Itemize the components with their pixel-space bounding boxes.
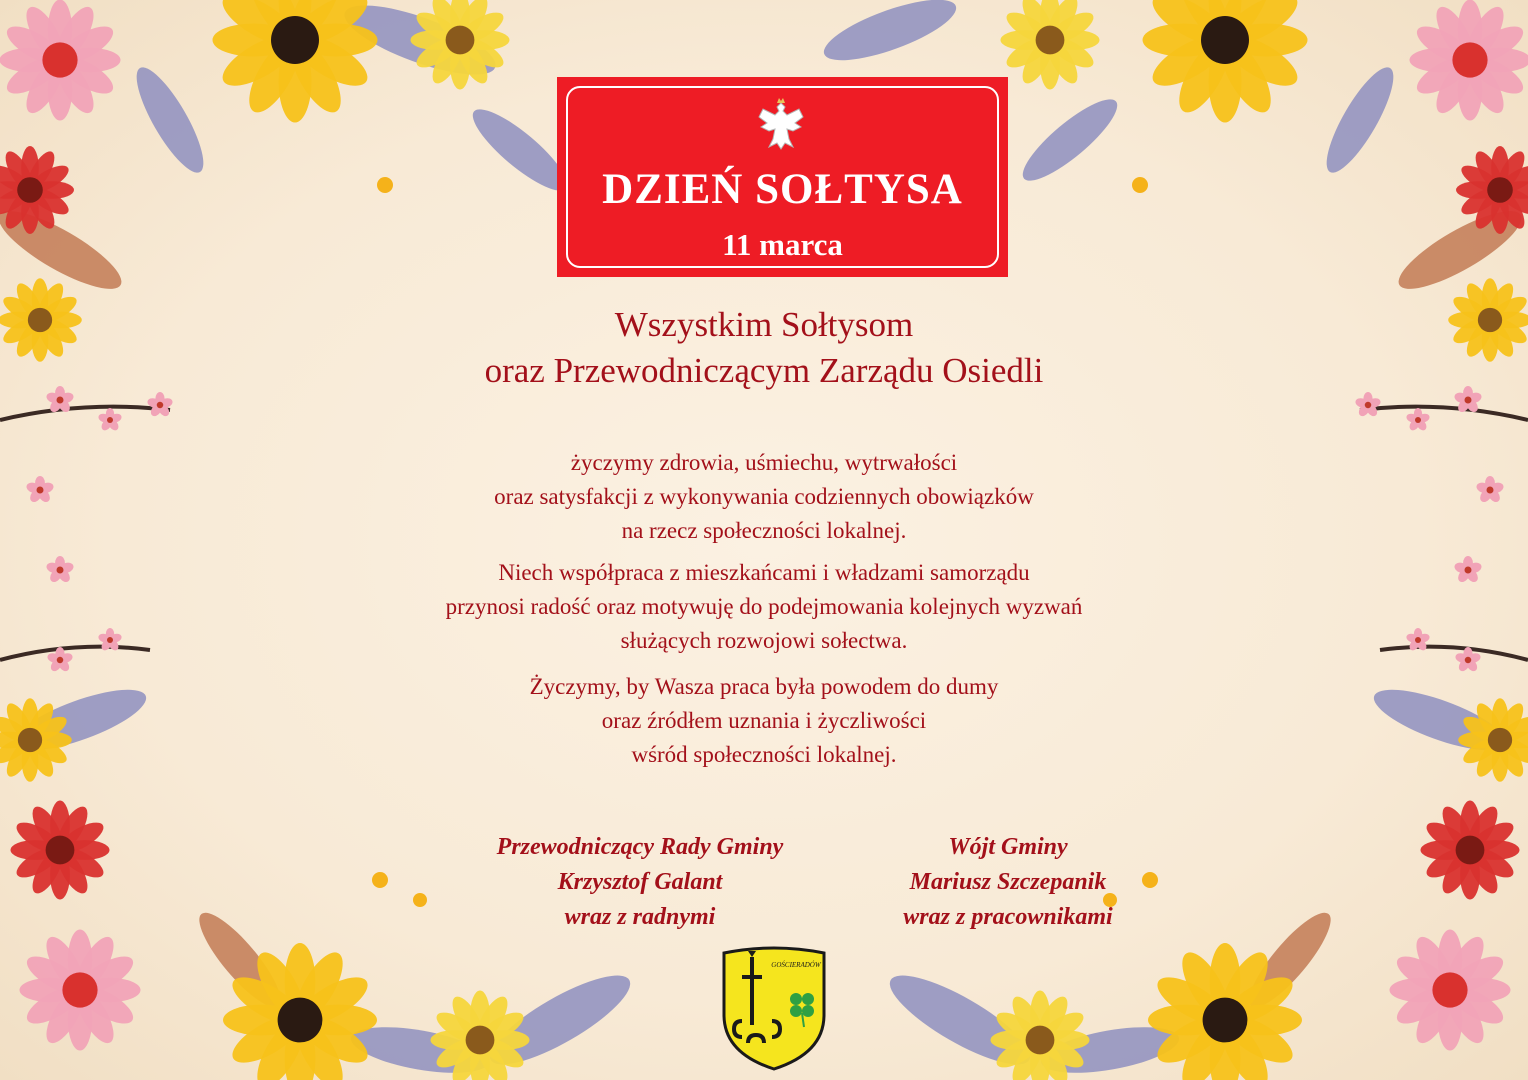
signature-role: Wójt Gminy xyxy=(948,834,1068,860)
blossom-center xyxy=(157,402,164,409)
signature-mayor xyxy=(808,830,1208,935)
blossom-center xyxy=(107,417,113,423)
wish-line: oraz źródłem uznania i życzliwości xyxy=(601,708,927,733)
flower-center xyxy=(1203,998,1248,1043)
blossom-center xyxy=(1465,567,1472,574)
branch xyxy=(1380,647,1528,660)
greeting-heading xyxy=(300,302,1228,394)
branch xyxy=(0,647,150,660)
flower-center xyxy=(446,26,475,55)
wish-line: Niech współpraca z mieszkańcami i władzami samorządu xyxy=(498,560,1030,585)
signature-note: wraz z pracownikami xyxy=(903,904,1113,930)
flower-center xyxy=(1201,16,1249,64)
flower-center xyxy=(1026,1026,1055,1055)
flower-bud xyxy=(1132,177,1148,193)
flower-center xyxy=(18,728,42,752)
header-banner xyxy=(557,77,1008,277)
flower-center xyxy=(1487,177,1513,203)
blossom-center xyxy=(37,487,44,494)
flower-bud xyxy=(413,893,427,907)
leaf xyxy=(1013,89,1127,192)
blossom-center xyxy=(57,397,64,404)
signature-role: Przewodniczący Rady Gminy xyxy=(496,834,784,860)
flower-center xyxy=(1456,836,1485,865)
blossom-center xyxy=(1487,487,1494,494)
wish-line: przynosi radość oraz motywuję do podejmowania kolejnych wyzwań xyxy=(445,594,1083,619)
flower-center xyxy=(1488,728,1512,752)
flower-center xyxy=(17,177,43,203)
leaf xyxy=(125,60,214,181)
flower-center xyxy=(466,1026,495,1055)
branch xyxy=(0,407,170,420)
flower-center xyxy=(1452,42,1487,77)
blossom-center xyxy=(57,567,64,574)
signature-note: wraz z radnymi xyxy=(564,904,716,930)
greeting-line: Wszystkim Sołtysom xyxy=(614,305,914,344)
flower-bud xyxy=(372,872,388,888)
flower-center xyxy=(62,972,97,1007)
flower-bud xyxy=(377,177,393,193)
blossom-center xyxy=(107,637,113,643)
wish-line: służących rozwojowi sołectwa. xyxy=(620,628,908,653)
flower-center xyxy=(271,16,319,64)
wish-line: wśród społeczności lokalnej. xyxy=(631,742,897,767)
wish-line: na rzecz społeczności lokalnej. xyxy=(621,518,907,543)
crest-text: GOŚCIERADÓW xyxy=(771,961,821,969)
flower-center xyxy=(278,998,323,1043)
blossom-center xyxy=(1465,657,1472,664)
flower-center xyxy=(1432,972,1467,1007)
header-date: 11 marca xyxy=(722,227,843,262)
wish-line: Życzymy, by Wasza praca była powodem do dumy xyxy=(529,674,999,699)
gosciradow-coat-of-arms-icon xyxy=(718,945,830,1073)
wish-paragraph xyxy=(300,446,1228,548)
greeting-line: oraz Przewodniczącym Zarządu Osiedli xyxy=(484,351,1044,390)
wish-paragraph xyxy=(300,670,1228,772)
header-title: DZIEŃ SOŁTYSA xyxy=(602,166,963,213)
blossom-center xyxy=(1415,637,1421,643)
blossom-center xyxy=(1365,402,1372,409)
wish-line: oraz satysfakcji z wykonywania codziennych obowiązków xyxy=(494,484,1034,509)
blossom-center xyxy=(57,657,64,664)
wish-paragraph xyxy=(300,556,1228,658)
leaf xyxy=(1315,60,1404,181)
flower-center xyxy=(46,836,75,865)
signature-name: Mariusz Szczepanik xyxy=(909,869,1107,895)
flower-center xyxy=(1036,26,1065,55)
flower-center xyxy=(28,308,52,332)
flower-center xyxy=(1478,308,1502,332)
flower-center xyxy=(42,42,77,77)
branch xyxy=(1360,407,1528,420)
polish-eagle-icon xyxy=(755,97,807,157)
signature-name: Krzysztof Galant xyxy=(557,869,723,895)
signature-council-chairman xyxy=(440,830,840,935)
blossom-center xyxy=(1465,397,1472,404)
leaf xyxy=(818,0,963,72)
wish-line: życzymy zdrowia, uśmiechu, wytrwałości xyxy=(570,450,958,475)
blossom-center xyxy=(1415,417,1421,423)
